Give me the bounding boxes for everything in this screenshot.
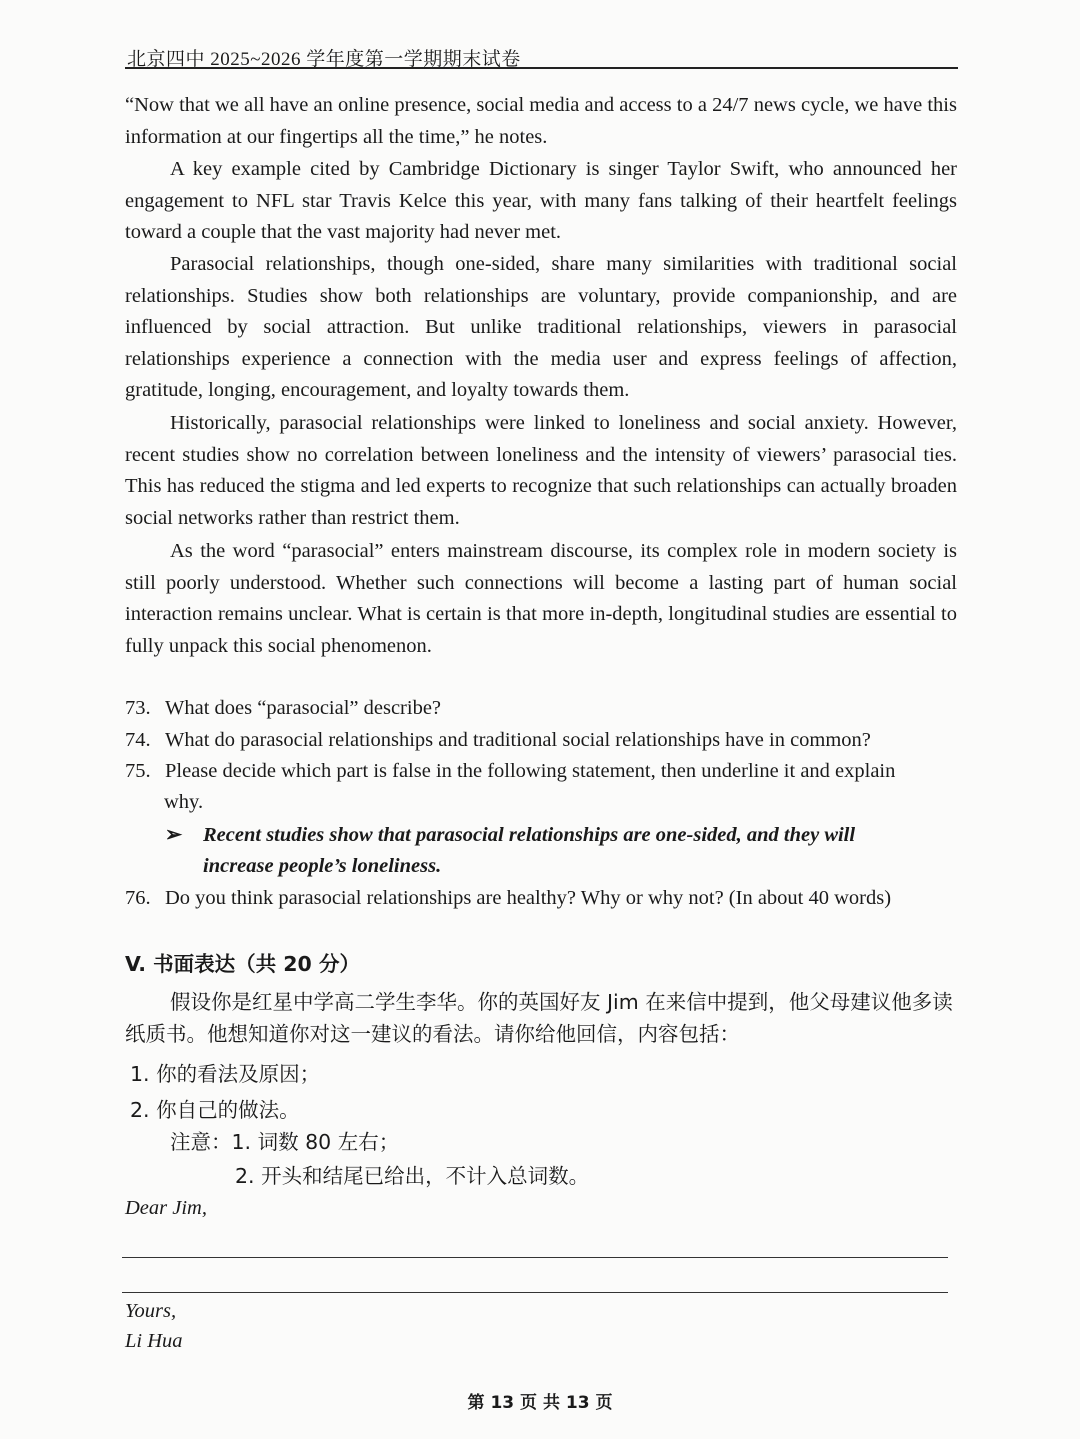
statement-line-1: Recent studies show that parasocial relationships are one-sided, and they will [203, 824, 856, 846]
question-text: Do you think parasocial relationships are healthy? Why or why not? (In about 40 words) [165, 887, 892, 909]
answer-writing-line[interactable] [122, 1292, 948, 1293]
letter-closing: Yours, [125, 1300, 177, 1322]
question-number: 74. [125, 729, 151, 751]
writing-point-2: 2. 你自己的做法。 [130, 1098, 300, 1122]
question-73 [125, 693, 955, 724]
letter-signature: Li Hua [125, 1330, 183, 1352]
question-76 [125, 883, 955, 914]
question-75 [125, 756, 955, 818]
false-statement [165, 820, 925, 882]
statement-line-2: increase people’s loneliness. [203, 855, 442, 877]
question-text: What do parasocial relationships and traditional social relationships have in common? [165, 729, 871, 751]
answer-writing-line[interactable] [122, 1257, 948, 1258]
page-number: 第 13 页 共 13 页 [467, 1393, 613, 1413]
writing-note-2: 2. 开头和结尾已给出，不计入总词数。 [235, 1164, 590, 1188]
arrow-bullet-icon: ➢ [165, 824, 183, 846]
letter-greeting: Dear Jim, [125, 1197, 207, 1219]
question-number: 73. [125, 697, 151, 719]
writing-prompt: 假设你是红星中学高二学生李华。你的英国好友 Jim 在来信中提到，他父母建议他多读纸质书。他想知道你对这一建议的看法。请你给他回信，内容包括： [125, 990, 953, 1046]
passage-paragraph-5: As the word “parasocial” enters mainstream discourse, its complex role in modern society is still poorly understood. Whether such connections will become a lasting part of human social interaction remains unclear. What is certain is that more in-depth, longitudinal studies are essential to fully unpack this social phenomenon. [125, 540, 957, 657]
question-text: Please decide which part is false in the following statement, then underline it and explain [165, 760, 896, 782]
question-number: 76. [125, 887, 151, 909]
question-text-continued: why. [164, 791, 204, 813]
writing-point-1: 1. 你的看法及原因； [130, 1062, 321, 1086]
writing-note-1: 注意：1. 词数 80 左右； [170, 1130, 400, 1154]
passage-paragraph-2: A key example cited by Cambridge Dictionary is singer Taylor Swift, who announced her engagement to NFL star Travis Kelce this year, with many fans talking of their heartfelt feelings toward a couple that the vast majority had never met. [125, 158, 957, 244]
question-number: 75. [125, 760, 151, 782]
passage-paragraph-1: “Now that we all have an online presence, social media and access to a 24/7 news cycle, we have this information at our fingertips all the time,” he notes. [125, 94, 957, 148]
header-rule [125, 67, 958, 69]
question-text: What does “parasocial” describe? [165, 697, 442, 719]
question-74 [125, 725, 955, 756]
passage-paragraph-3: Parasocial relationships, though one-sided, share many similarities with traditional social relationships. Studies show both relationships are voluntary, provide companionship, and are influenced by social attraction. But unlike traditional relationships, viewers in parasocial relationships experience a connection with the media user and express feelings of affection, gratitude, longing, encouragement, and loyalty towards them. [125, 253, 957, 402]
page-header: 北京四中 2025~2026 学年度第一学期期末试卷 [127, 49, 521, 70]
writing-section-title: V. 书面表达（共 20 分） [125, 952, 360, 976]
passage-paragraph-4: Historically, parasocial relationships were linked to loneliness and social anxiety. However, recent studies show no correlation between loneliness and the intensity of viewers’ parasocial ties. This has reduced the stigma and led experts to recognize that such relationships can actually broaden social networks rather than restrict them. [125, 412, 957, 529]
